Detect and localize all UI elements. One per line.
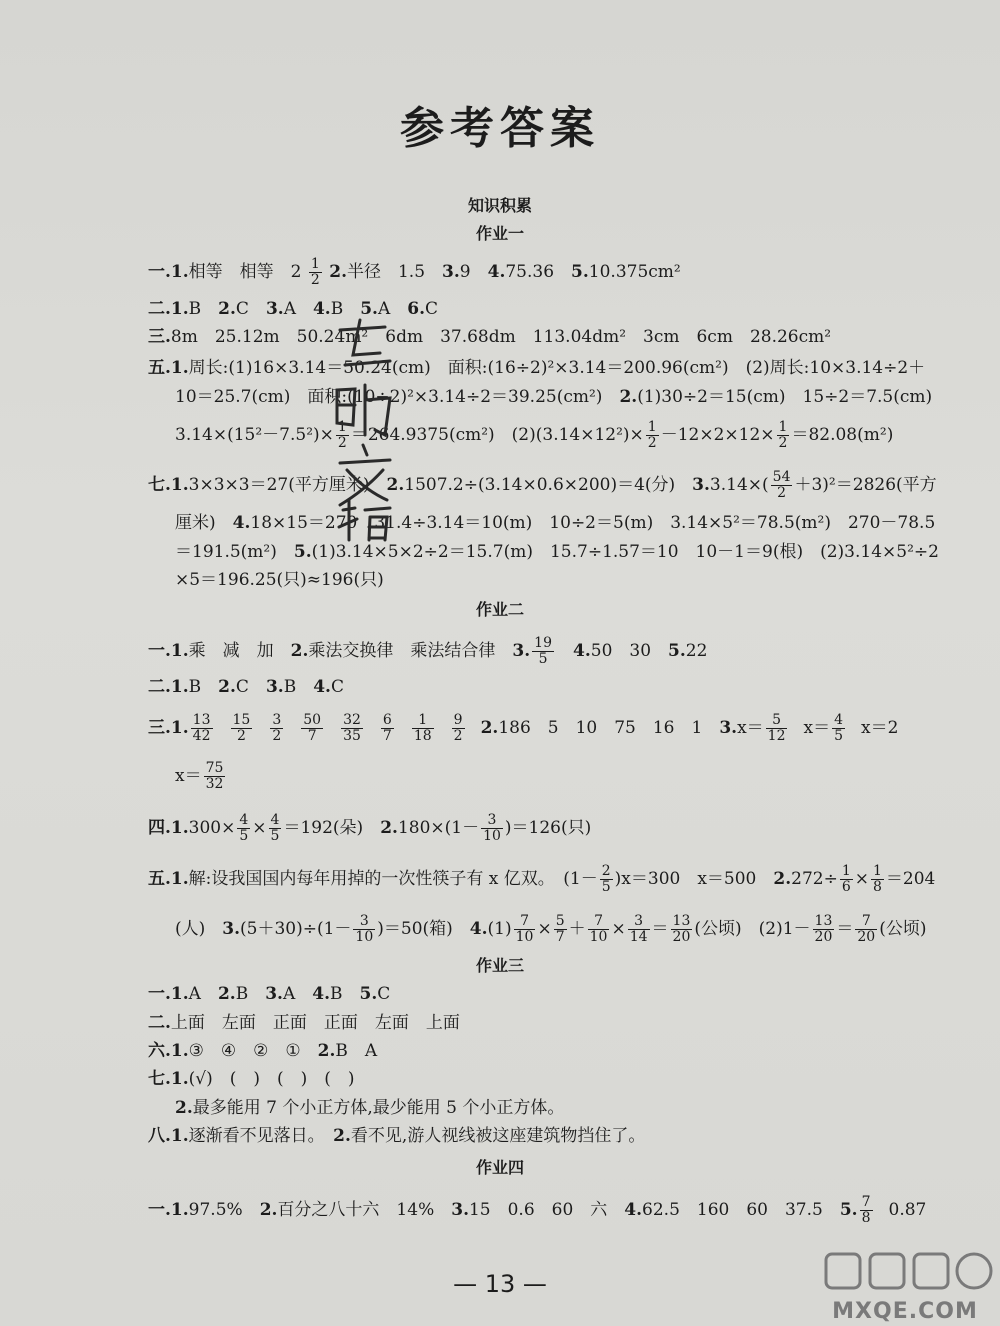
- fraction: $\frac{32}{35}$: [343, 712, 361, 744]
- hw3-line-6: 八.1.逐渐看不见落日。 2.看不见,游人视线被这座建筑物挡住了。: [148, 1126, 646, 1146]
- fraction: $\frac{15}{2}$: [232, 712, 251, 744]
- hw3-line-4: 七.1.(√) ( ) ( ) ( ): [148, 1069, 355, 1089]
- fraction: $\frac{5}{12}$: [767, 712, 786, 744]
- hw3-line-2: 二.上面 左面 正面 正面 左面 上面: [148, 1013, 460, 1033]
- hw2-heading: 作业二: [475, 600, 524, 619]
- fraction: $\frac{7}{20}$: [857, 913, 876, 945]
- fraction: $\frac{3}{10}$: [483, 812, 501, 844]
- fraction: $\frac{13}{20}$: [814, 913, 833, 945]
- hw2-line-2: 二.1.B 2.C 3.B 4.C: [148, 677, 344, 697]
- fraction: $\frac{1}{8}$: [873, 863, 882, 895]
- hw4-line-1: 一.1.97.5% 2.百分之八十六 14% 3.15 0.6 60 六 4.62.5 160 60 37.5 5. $\frac{7}{8}$ 0.87: [148, 1194, 927, 1226]
- hw1-line-3: 三.8m 25.12m 50.24m² 6dm 37.68dm 113.04dm² 3cm 6cm 28.26cm²: [148, 327, 832, 347]
- hw1-line-7: 七.1.3×3×3＝27(平方厘米) 2.1507.2÷(3.14×0.6×200)＝4(分) 3.3.14×( $\frac{54}{2}$ ＋3)²＝2826(平方: [148, 469, 937, 501]
- fraction: $\frac{3}{14}$: [629, 913, 648, 945]
- fraction: $\frac{3}{10}$: [355, 913, 374, 945]
- fraction: $\frac{3}{2}$: [272, 712, 282, 744]
- hw3-heading: 作业三: [475, 956, 524, 975]
- fraction: $\frac{2}{5}$: [601, 863, 611, 895]
- fraction: $\frac{7}{10}$: [589, 913, 608, 945]
- hw3-line-3: 六.1.③ ④ ② ① 2.B A: [148, 1041, 378, 1061]
- page-number: — 13 —: [453, 1270, 547, 1298]
- fraction: $\frac{6}{7}$: [382, 712, 392, 744]
- hw2-line-6: 五.1.解:设我国国内每年用掉的一次性筷子有 x 亿双。 (1－ $\frac{2}{5}$ )x＝300 x＝500 2.272÷ $\frac{1}{6}$ × $\frac{1}{8}$ ＝204: [148, 863, 936, 895]
- fraction: $\frac{5}{7}$: [555, 913, 565, 945]
- fraction: $\frac{1}{2}$: [337, 419, 347, 451]
- fraction: $\frac{54}{2}$: [772, 469, 791, 501]
- hw2-line-4: x＝ $\frac{75}{32}$: [175, 760, 224, 792]
- hw1-line-2: 二.1.B 2.C 3.A 4.B 5.A 6.C: [148, 299, 439, 319]
- hw2-line-1: 一.1.乘 减 加 2.乘法交换律 乘法结合律 3. $\frac{19}{5}$ 4.50 30 5.22: [148, 635, 708, 667]
- site-logo: [810, 1250, 1000, 1326]
- fraction: $\frac{9}{2}$: [453, 712, 463, 744]
- page-title: 参考答案: [400, 103, 600, 154]
- fraction: $\frac{4}{5}$: [239, 812, 249, 844]
- hw1-line-6: 3.14×(15²－7.5²)× $\frac{1}{2}$ ＝264.9375(cm²) (2)(3.14×12²)× $\frac{1}{2}$ －12×2×12× $\frac{1}{2}$ ＝82.08(m²): [175, 419, 894, 451]
- fraction: $\frac{7}{10}$: [515, 913, 534, 945]
- fraction: $\frac{7}{8}$: [861, 1194, 871, 1226]
- hw2-line-7: (人) 3.(5＋30)÷(1－ $\frac{3}{10}$ )＝50(箱) 4.(1) $\frac{7}{10}$ × $\frac{5}{7}$ ＋ $\frac{7}{10}$ × $\frac{3}{14}$ ＝ $\frac{13}{20}$ (公顷) (2)1－ $\frac{13}{20}$ ＝ $\frac{7}{20}$ (公顷): [175, 913, 927, 945]
- fraction: $\frac{4}{5}$: [834, 712, 843, 744]
- hw1-line-5: 10＝25.7(cm) 面积:(10÷2)²×3.14÷2＝39.25(cm²) 2.(1)30÷2＝15(cm) 15÷2＝7.5(cm): [175, 387, 933, 407]
- hw4-heading: 作业四: [475, 1158, 524, 1177]
- fraction: $\frac{1}{6}$: [841, 863, 851, 895]
- fraction: $\frac{75}{32}$: [205, 760, 224, 792]
- fraction: $\frac{1}{18}$: [413, 712, 432, 744]
- hw1-line-9: ＝191.5(m²) 5.(1)3.14×5×2÷2＝15.7(m) 15.7÷1.57＝10 10－1＝9(根) (2)3.14×5²÷2: [175, 542, 939, 562]
- fraction: $\frac{1}{2}$: [778, 419, 788, 451]
- fraction: $\frac{50}{7}$: [303, 712, 322, 744]
- hw1-line-1: 一.1.相等 相等 2 $\frac{1}{2}$ 2.半径 1.5 3.9 4.75.36 5.10.375cm²: [148, 256, 681, 288]
- hw3-line-1: 一.1.A 2.B 3.A 4.B 5.C: [148, 984, 391, 1004]
- fraction: $\frac{13}{42}$: [192, 712, 211, 744]
- hw1-heading: 作业一: [475, 224, 524, 243]
- hw2-line-5: 四.1.300× $\frac{4}{5}$ × $\frac{4}{5}$ ＝192(朵) 2.180×(1－ $\frac{3}{10}$ )＝126(只): [148, 812, 592, 844]
- hw1-line-8: 厘米) 4.18×15＝270 31.4÷3.14＝10(m) 10÷2＝5(m) 3.14×5²＝78.5(m²) 270－78.5: [175, 513, 936, 533]
- fraction: $\frac{19}{5}$: [534, 635, 552, 667]
- fraction: $\frac{4}{5}$: [270, 812, 280, 844]
- hw1-line-4: 五.1.周长:(1)16×3.14＝50.24(cm) 面积:(16÷2)²×3.14＝200.96(cm²) (2)周长:10×3.14÷2＋: [148, 358, 926, 378]
- section-heading: 知识积累: [467, 196, 532, 215]
- fraction: $\frac{1}{2}$: [647, 419, 657, 451]
- hw3-line-5: 2.最多能用 7 个小正方体,最少能用 5 个小正方体。: [175, 1098, 565, 1118]
- fraction: $\frac{13}{20}$: [672, 913, 691, 945]
- hw2-line-3: 三.1. $\frac{13}{42}$ $\frac{15}{2}$ $\frac{3}{2}$ $\frac{50}{7}$ $\frac{32}{35}$ $\frac{6}{7}$ $\frac{1}{18}$ $\frac{9}{2}$ 2.186 5 10 75 16 1 3.x＝ $\frac{5}{12}$ x＝ $\frac{4}{5}$ x＝2: [148, 712, 899, 744]
- hw1-line-10: ×5＝196.25(只)≈196(只): [175, 570, 384, 590]
- fraction: $\frac{1}{2}$: [310, 256, 320, 288]
- svg-text:MXQE.COM: MXQE.COM: [832, 1299, 978, 1324]
